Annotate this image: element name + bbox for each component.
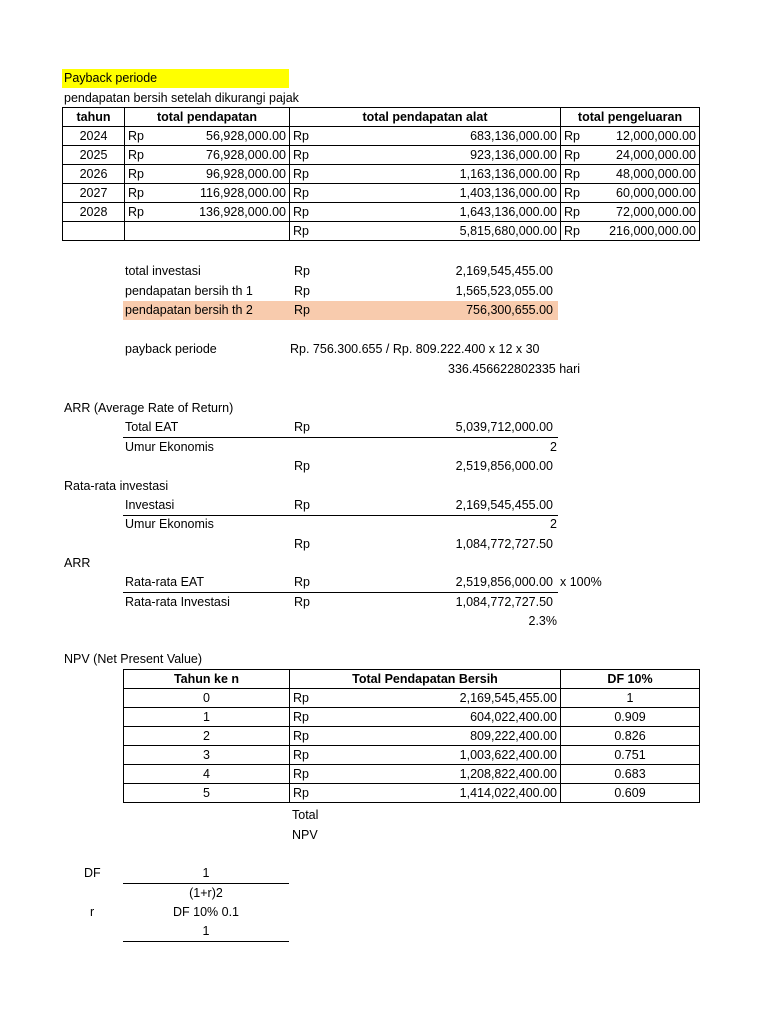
currency: Rp xyxy=(293,148,309,162)
year-cell xyxy=(63,165,125,184)
income-value: 96,928,000.00 xyxy=(206,167,286,181)
income-cell xyxy=(125,146,290,165)
currency: Rp xyxy=(294,459,310,473)
table-row xyxy=(63,165,700,184)
table-row xyxy=(63,127,700,146)
table-row xyxy=(63,146,700,165)
tool-income-cell xyxy=(290,203,561,222)
table-row xyxy=(124,784,700,803)
currency: Rp xyxy=(294,537,310,551)
investasi-value: 2,169,545,455.00 xyxy=(455,498,553,512)
n-cell xyxy=(124,746,290,765)
currency: Rp xyxy=(294,303,310,317)
year-n: 4 xyxy=(203,767,210,781)
currency: Rp xyxy=(293,186,309,200)
income-value: 76,928,000.00 xyxy=(206,148,286,162)
net-income-value: 1,208,822,400.00 xyxy=(459,767,557,781)
expense-value: 72,000,000.00 xyxy=(616,205,696,219)
currency: Rp xyxy=(128,148,144,162)
table-cell xyxy=(561,222,700,241)
npv-total-label: Total xyxy=(292,808,319,822)
net-income-cell xyxy=(290,784,561,803)
umur-ekonomis-label: Umur Ekonomis xyxy=(125,440,214,454)
currency: Rp xyxy=(564,224,580,238)
df-cell xyxy=(561,727,700,746)
umur-ekonomis-value: 2 xyxy=(550,440,557,454)
income-cell xyxy=(125,127,290,146)
year-n: 5 xyxy=(203,786,210,800)
currency: Rp xyxy=(294,284,310,298)
arr-title: ARR (Average Rate of Return) xyxy=(64,401,234,415)
expense-cell xyxy=(561,165,700,184)
total-eat-label: Total EAT xyxy=(125,420,179,434)
currency: Rp xyxy=(293,167,309,181)
year-n: 0 xyxy=(203,691,210,705)
df-value: 0.609 xyxy=(614,786,646,800)
header-total-pendapatan: total pendapatan xyxy=(125,108,290,127)
currency: Rp xyxy=(294,498,310,512)
df-cell xyxy=(561,689,700,708)
currency: Rp xyxy=(293,748,309,762)
year-cell xyxy=(63,203,125,222)
expense-value: 12,000,000.00 xyxy=(616,129,696,143)
income-value: 136,928,000.00 xyxy=(199,205,286,219)
currency: Rp xyxy=(293,767,309,781)
tool-income-cell xyxy=(290,184,561,203)
n-cell xyxy=(124,727,290,746)
net-income-cell xyxy=(290,708,561,727)
net-income-value: 2,169,545,455.00 xyxy=(459,691,557,705)
income-cell xyxy=(125,165,290,184)
tool-income-value: 1,643,136,000.00 xyxy=(459,205,557,219)
umur-ekonomis-value-2: 2 xyxy=(550,517,557,531)
currency: Rp xyxy=(294,264,310,278)
expense-value: 48,000,000.00 xyxy=(616,167,696,181)
currency: Rp xyxy=(294,595,310,609)
payback-period-label: payback periode xyxy=(125,342,217,356)
currency: Rp xyxy=(293,129,309,143)
df-numerator: 1 xyxy=(202,866,210,880)
table-row xyxy=(124,689,700,708)
year: 2027 xyxy=(79,186,108,200)
table-row xyxy=(63,184,700,203)
arr-multiplier: x 100% xyxy=(560,575,602,589)
n-cell xyxy=(124,689,290,708)
rata-eat-label: Rata-rata EAT xyxy=(125,575,204,589)
header-total-pengeluaran: total pengeluaran xyxy=(561,108,700,127)
currency: Rp xyxy=(293,710,309,724)
net-income-value: 809,222,400.00 xyxy=(470,729,557,743)
currency: Rp xyxy=(293,729,309,743)
year-cell xyxy=(63,184,125,203)
tool-income-value: 683,136,000.00 xyxy=(470,129,557,143)
r-value: DF 10% 0.1 xyxy=(172,905,239,919)
tool-income-value: 923,136,000.00 xyxy=(470,148,557,162)
payback-result: 336.456622802335 hari xyxy=(448,362,581,376)
income-cell xyxy=(125,184,290,203)
currency: Rp xyxy=(128,186,144,200)
r-label: r xyxy=(90,905,95,919)
df-value: 0.826 xyxy=(614,729,646,743)
net-income-cell xyxy=(290,689,561,708)
year: 2024 xyxy=(79,129,108,143)
table-cell xyxy=(63,222,125,241)
df-value: 0.909 xyxy=(614,710,646,724)
total-expense: 216,000,000.00 xyxy=(609,224,696,238)
currency: Rp xyxy=(293,205,309,219)
arr-result: 2.3% xyxy=(528,614,557,628)
expense-value: 24,000,000.00 xyxy=(616,148,696,162)
expense-cell xyxy=(561,127,700,146)
table-cell xyxy=(290,222,561,241)
year-cell xyxy=(63,146,125,165)
net-income-cell xyxy=(290,727,561,746)
net-income-cell xyxy=(290,765,561,784)
currency: Rp xyxy=(293,224,309,238)
summary-value-investasi: 2,169,545,455.00 xyxy=(455,264,553,278)
currency: Rp xyxy=(128,205,144,219)
year-n: 1 xyxy=(203,710,210,724)
summary-value-th2: 756,300,655.00 xyxy=(466,303,553,317)
total-eat-value: 5,039,712,000.00 xyxy=(455,420,553,434)
df-cell xyxy=(561,765,700,784)
npv-label: NPV xyxy=(292,828,318,842)
year-n: 2 xyxy=(203,729,210,743)
npv-table xyxy=(123,669,700,803)
table-row xyxy=(63,203,700,222)
payback-title: Payback periode xyxy=(62,69,289,88)
df-cell xyxy=(561,708,700,727)
rata-investasi-value: 1,084,772,727.50 xyxy=(455,595,553,609)
avg-eat-value: 2,519,856,000.00 xyxy=(455,459,553,473)
currency: Rp xyxy=(293,691,309,705)
expense-cell xyxy=(561,184,700,203)
net-income-value: 1,414,022,400.00 xyxy=(459,786,557,800)
currency: Rp xyxy=(564,148,580,162)
currency: Rp xyxy=(294,575,310,589)
header-total-pendapatan-alat: total pendapatan alat xyxy=(290,108,561,127)
currency: Rp xyxy=(293,786,309,800)
table-row xyxy=(124,727,700,746)
avg-investasi-value: 1,084,772,727.50 xyxy=(455,537,553,551)
year: 2026 xyxy=(79,167,108,181)
n-cell xyxy=(124,765,290,784)
tool-income-cell xyxy=(290,146,561,165)
total-tool-income: 5,815,680,000.00 xyxy=(459,224,557,238)
tool-income-cell xyxy=(290,127,561,146)
tool-income-cell xyxy=(290,165,561,184)
summary-value-th1: 1,565,523,055.00 xyxy=(455,284,553,298)
df-last: 1 xyxy=(202,924,210,938)
net-income-value: 604,022,400.00 xyxy=(470,710,557,724)
summary-label-th2: pendapatan bersih th 2 xyxy=(125,303,253,317)
header-tahun: tahun xyxy=(63,108,125,127)
df-value: 0.683 xyxy=(614,767,646,781)
summary-label-investasi: total investasi xyxy=(125,264,201,278)
income-cell xyxy=(125,203,290,222)
n-cell xyxy=(124,784,290,803)
df-value: 0.751 xyxy=(614,748,646,762)
income-value: 56,928,000.00 xyxy=(206,129,286,143)
df-label: DF xyxy=(84,866,101,880)
year: 2028 xyxy=(79,205,108,219)
currency: Rp xyxy=(128,129,144,143)
npv-title: NPV (Net Present Value) xyxy=(64,652,203,666)
currency: Rp xyxy=(564,205,580,219)
table-cell xyxy=(125,222,290,241)
year-cell xyxy=(63,127,125,146)
summary-label-th1: pendapatan bersih th 1 xyxy=(125,284,253,298)
header-df: DF 10% xyxy=(561,670,700,689)
tool-income-value: 1,403,136,000.00 xyxy=(459,186,557,200)
expense-value: 60,000,000.00 xyxy=(616,186,696,200)
rata-rata-investasi-title: Rata-rata investasi xyxy=(64,479,169,493)
table-row xyxy=(124,765,700,784)
header-tahun-ke-n: Tahun ke n xyxy=(124,670,290,689)
df-denominator: (1+r)2 xyxy=(189,886,223,900)
investasi-label: Investasi xyxy=(125,498,175,512)
df-cell xyxy=(561,746,700,765)
rata-investasi-label: Rata-rata Investasi xyxy=(125,595,230,609)
payback-table xyxy=(62,107,700,241)
currency: Rp xyxy=(128,167,144,181)
currency: Rp xyxy=(294,420,310,434)
df-cell xyxy=(561,784,700,803)
header-total-pendapatan-bersih: Total Pendapatan Bersih xyxy=(290,670,561,689)
expense-cell xyxy=(561,146,700,165)
payback-header-row xyxy=(63,108,700,127)
net-income-value: 1,003,622,400.00 xyxy=(459,748,557,762)
rata-eat-value: 2,519,856,000.00 xyxy=(455,575,553,589)
payback-subtitle: pendapatan bersih setelah dikurangi pajak xyxy=(64,91,299,105)
income-value: 116,928,000.00 xyxy=(200,186,286,200)
table-row xyxy=(124,746,700,765)
npv-header-row xyxy=(124,670,700,689)
payback-formula: Rp. 756.300.655 / Rp. 809.222.400 x 12 x 30 xyxy=(290,342,540,356)
expense-cell xyxy=(561,203,700,222)
arr-label: ARR xyxy=(64,556,91,570)
df-value: 1 xyxy=(626,691,634,705)
year: 2025 xyxy=(79,148,108,162)
tool-income-value: 1,163,136,000.00 xyxy=(459,167,557,181)
payback-total-row xyxy=(63,222,700,241)
currency: Rp xyxy=(564,129,580,143)
n-cell xyxy=(124,708,290,727)
table-row xyxy=(124,708,700,727)
net-income-cell xyxy=(290,746,561,765)
currency: Rp xyxy=(564,186,580,200)
year-n: 3 xyxy=(203,748,210,762)
divider xyxy=(123,941,289,942)
umur-ekonomis-label-2: Umur Ekonomis xyxy=(125,517,214,531)
currency: Rp xyxy=(564,167,580,181)
